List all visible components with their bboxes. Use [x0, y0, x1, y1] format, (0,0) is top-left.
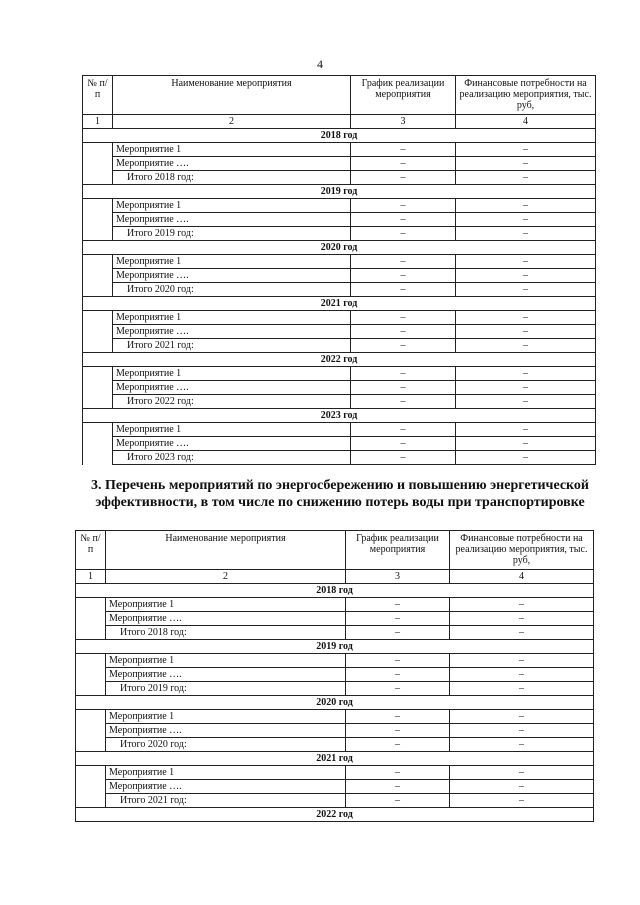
header-name: Наименование мероприятия	[113, 76, 351, 115]
row-number-cell	[83, 269, 113, 283]
row-number-cell	[76, 626, 106, 640]
activity-schedule: –	[346, 668, 450, 682]
total-label: Итого 2020 год:	[106, 738, 346, 752]
total-schedule: –	[351, 227, 456, 241]
activity-finance: –	[456, 325, 596, 339]
activity-finance: –	[456, 437, 596, 451]
activity-row	[76, 780, 594, 794]
activity-name: Мероприятие ….	[113, 213, 351, 227]
row-number-cell	[76, 682, 106, 696]
header-row	[76, 531, 594, 570]
activity-schedule: –	[346, 724, 450, 738]
year-heading: 2018 год	[83, 129, 596, 143]
row-number-cell	[83, 311, 113, 325]
activity-row	[83, 143, 596, 157]
activity-name: Мероприятие 1	[113, 367, 351, 381]
header-name: Наименование мероприятия	[106, 531, 346, 570]
activity-name: Мероприятие 1	[106, 654, 346, 668]
total-schedule: –	[351, 283, 456, 297]
header-row	[83, 76, 596, 115]
activity-schedule: –	[351, 199, 456, 213]
row-number-cell	[83, 381, 113, 395]
year-row	[76, 584, 594, 598]
total-label: Итого 2022 год:	[113, 395, 351, 409]
header-num: № п/п	[83, 76, 113, 115]
year-heading: 2023 год	[83, 409, 596, 423]
year-heading: 2022 год	[83, 353, 596, 367]
activity-row	[76, 612, 594, 626]
activity-name: Мероприятие 1	[106, 598, 346, 612]
year-row	[83, 185, 596, 199]
row-number-cell	[76, 780, 106, 794]
column-number: 3	[351, 115, 456, 129]
row-number-cell	[83, 255, 113, 269]
activity-row	[83, 255, 596, 269]
column-number: 2	[106, 570, 346, 584]
activity-schedule: –	[346, 598, 450, 612]
year-row	[76, 752, 594, 766]
column-number: 1	[76, 570, 106, 584]
row-number-cell	[83, 423, 113, 437]
row-number-cell	[83, 171, 113, 185]
activity-schedule: –	[351, 269, 456, 283]
total-row	[83, 227, 596, 241]
row-number-cell	[83, 213, 113, 227]
total-finance: –	[456, 451, 596, 465]
activity-schedule: –	[346, 710, 450, 724]
activity-name: Мероприятие 1	[113, 199, 351, 213]
activity-finance: –	[450, 598, 594, 612]
year-heading: 2021 год	[83, 297, 596, 311]
activity-schedule: –	[351, 311, 456, 325]
total-row	[83, 283, 596, 297]
row-number-cell	[76, 654, 106, 668]
total-label: Итого 2018 год:	[113, 171, 351, 185]
year-heading: 2021 год	[76, 752, 594, 766]
total-row	[83, 339, 596, 353]
total-row	[76, 794, 594, 808]
year-row	[83, 297, 596, 311]
total-schedule: –	[351, 451, 456, 465]
row-number-cell	[83, 325, 113, 339]
row-number-cell	[83, 395, 113, 409]
activity-name: Мероприятие ….	[113, 325, 351, 339]
activity-name: Мероприятие ….	[106, 724, 346, 738]
row-number-cell	[83, 451, 113, 465]
header-num: № п/п	[76, 531, 106, 570]
total-finance: –	[450, 738, 594, 752]
total-label: Итого 2023 год:	[113, 451, 351, 465]
row-number-cell	[83, 437, 113, 451]
total-row	[83, 451, 596, 465]
row-number-cell	[76, 710, 106, 724]
total-finance: –	[456, 227, 596, 241]
row-number-cell	[76, 598, 106, 612]
column-number: 4	[450, 570, 594, 584]
row-number-cell	[83, 157, 113, 171]
total-row	[76, 682, 594, 696]
year-row	[76, 696, 594, 710]
total-finance: –	[456, 283, 596, 297]
activity-row	[83, 423, 596, 437]
total-finance: –	[456, 339, 596, 353]
total-row	[83, 171, 596, 185]
total-row	[76, 626, 594, 640]
total-schedule: –	[346, 682, 450, 696]
activity-schedule: –	[346, 766, 450, 780]
activity-row	[76, 598, 594, 612]
header-schedule: График реализации мероприятия	[351, 76, 456, 115]
year-heading: 2018 год	[76, 584, 594, 598]
row-number-cell	[83, 339, 113, 353]
activity-row	[83, 269, 596, 283]
activity-schedule: –	[351, 367, 456, 381]
activity-finance: –	[456, 157, 596, 171]
activity-finance: –	[456, 367, 596, 381]
year-row	[83, 129, 596, 143]
row-number-cell	[76, 612, 106, 626]
row-number-cell	[83, 199, 113, 213]
year-heading: 2019 год	[83, 185, 596, 199]
total-finance: –	[450, 626, 594, 640]
activity-finance: –	[456, 199, 596, 213]
total-finance: –	[456, 171, 596, 185]
activity-name: Мероприятие 1	[113, 423, 351, 437]
activity-finance: –	[450, 668, 594, 682]
activity-name: Мероприятие 1	[113, 143, 351, 157]
activity-schedule: –	[346, 612, 450, 626]
total-schedule: –	[346, 626, 450, 640]
year-heading: 2022 год	[76, 808, 594, 822]
activity-finance: –	[456, 269, 596, 283]
header-finance: Финансовые потребности на реализацию мероприятия, тыс. руб,	[456, 76, 596, 115]
activity-name: Мероприятие ….	[113, 157, 351, 171]
total-row	[76, 738, 594, 752]
year-row	[76, 808, 594, 822]
row-number-cell	[83, 227, 113, 241]
year-heading: 2020 год	[83, 241, 596, 255]
total-label: Итого 2019 год:	[113, 227, 351, 241]
activity-schedule: –	[351, 143, 456, 157]
activity-schedule: –	[346, 654, 450, 668]
activity-finance: –	[450, 710, 594, 724]
column-number: 2	[113, 115, 351, 129]
total-label: Итого 2021 год:	[106, 794, 346, 808]
total-label: Итого 2021 год:	[113, 339, 351, 353]
total-finance: –	[450, 794, 594, 808]
year-row	[76, 640, 594, 654]
activity-finance: –	[450, 766, 594, 780]
activity-row	[76, 668, 594, 682]
activity-name: Мероприятие 1	[106, 710, 346, 724]
activity-schedule: –	[351, 325, 456, 339]
total-finance: –	[450, 682, 594, 696]
row-number-cell	[76, 724, 106, 738]
total-label: Итого 2018 год:	[106, 626, 346, 640]
total-schedule: –	[346, 794, 450, 808]
activity-name: Мероприятие ….	[106, 668, 346, 682]
column-number: 3	[346, 570, 450, 584]
activity-name: Мероприятие ….	[106, 780, 346, 794]
activity-finance: –	[450, 780, 594, 794]
activity-finance: –	[456, 143, 596, 157]
activity-finance: –	[450, 654, 594, 668]
activity-row	[76, 766, 594, 780]
activity-name: Мероприятие ….	[106, 612, 346, 626]
activity-name: Мероприятие 1	[113, 255, 351, 269]
activity-row	[83, 325, 596, 339]
activity-row	[83, 199, 596, 213]
activity-row	[83, 213, 596, 227]
activity-name: Мероприятие 1	[106, 766, 346, 780]
total-finance: –	[456, 395, 596, 409]
activity-row	[83, 437, 596, 451]
year-heading: 2019 год	[76, 640, 594, 654]
total-label: Итого 2019 год:	[106, 682, 346, 696]
activity-row	[76, 654, 594, 668]
activity-finance: –	[456, 311, 596, 325]
total-schedule: –	[351, 171, 456, 185]
activity-finance: –	[450, 612, 594, 626]
row-number-cell	[76, 794, 106, 808]
activity-row	[76, 710, 594, 724]
activity-finance: –	[456, 423, 596, 437]
activity-row	[83, 311, 596, 325]
total-schedule: –	[346, 738, 450, 752]
activity-schedule: –	[351, 213, 456, 227]
activity-schedule: –	[351, 437, 456, 451]
year-row	[83, 409, 596, 423]
header-finance: Финансовые потребности на реализацию мероприятия, тыс. руб,	[450, 531, 594, 570]
header-schedule: График реализации мероприятия	[346, 531, 450, 570]
total-label: Итого 2020 год:	[113, 283, 351, 297]
row-number-cell	[83, 283, 113, 297]
row-number-cell	[83, 367, 113, 381]
total-schedule: –	[351, 339, 456, 353]
row-number-cell	[76, 766, 106, 780]
year-row	[83, 353, 596, 367]
activity-name: Мероприятие ….	[113, 269, 351, 283]
total-row	[83, 395, 596, 409]
activities-table-1	[82, 75, 596, 465]
row-number-cell	[83, 143, 113, 157]
year-heading: 2020 год	[76, 696, 594, 710]
activity-finance: –	[456, 255, 596, 269]
row-number-cell	[76, 738, 106, 752]
column-number: 4	[456, 115, 596, 129]
activity-schedule: –	[351, 381, 456, 395]
activity-schedule: –	[346, 780, 450, 794]
column-number-row	[83, 115, 596, 129]
activity-row	[83, 381, 596, 395]
activity-schedule: –	[351, 423, 456, 437]
row-number-cell	[76, 668, 106, 682]
section-heading: 3. Перечень мероприятий по энергосбережению и повышению энергетической эффективности, в том числе по снижению потерь воды при транспортировке	[90, 478, 590, 510]
activity-finance: –	[456, 381, 596, 395]
activity-row	[83, 157, 596, 171]
activity-row	[76, 724, 594, 738]
activity-name: Мероприятие ….	[113, 381, 351, 395]
activities-table-2	[75, 530, 594, 822]
activity-finance: –	[450, 724, 594, 738]
column-number-row	[76, 570, 594, 584]
total-schedule: –	[351, 395, 456, 409]
activity-name: Мероприятие 1	[113, 311, 351, 325]
activity-schedule: –	[351, 255, 456, 269]
activity-schedule: –	[351, 157, 456, 171]
activity-name: Мероприятие ….	[113, 437, 351, 451]
column-number: 1	[83, 115, 113, 129]
activity-row	[83, 367, 596, 381]
year-row	[83, 241, 596, 255]
activity-finance: –	[456, 213, 596, 227]
page-number: 4	[317, 57, 323, 71]
